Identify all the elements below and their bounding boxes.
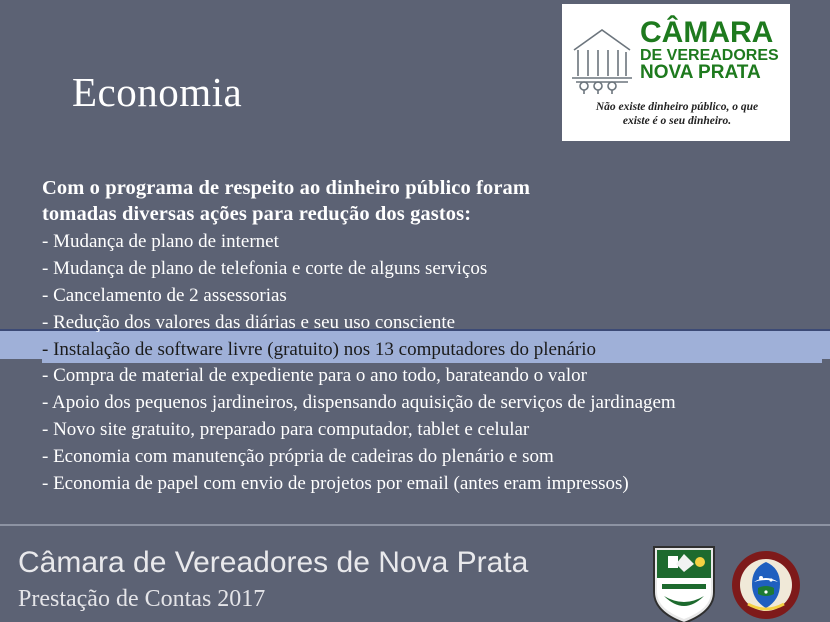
list-item: - Economia de papel com envio de projetos por email (antes eram impressos) [42, 472, 629, 494]
logo-slogan-line2: existe é o seu dinheiro. [622, 115, 732, 128]
lead-line-1: Com o programa de respeito ao dinheiro público foram [42, 177, 531, 199]
list-item: - Mudança de plano de internet [42, 231, 279, 253]
logo-slogan-line1: Não existe dinheiro público, o que [595, 101, 759, 113]
poder-legislativo-municipal-emblem-icon [730, 544, 802, 622]
lead-line-2: tomadas diversas ações para redução dos gastos: [42, 203, 472, 226]
list-item: - Cancelamento de 2 assessorias [42, 285, 287, 307]
logo-line-de-vereadores: DE VEREADORES [640, 47, 779, 65]
slide-title: Economia [72, 69, 243, 115]
list-item: - Compra de material de expediente para o ano todo, barateando o valor [42, 365, 587, 387]
logo-line-camara: CÂMARA [640, 16, 774, 49]
footer-title: Câmara de Vereadores de Nova Prata [18, 546, 529, 579]
list-item: - Economia com manutenção própria de cadeiras do plenário e som [42, 445, 554, 467]
camara-logo-box [562, 4, 790, 141]
slide-footer [0, 524, 830, 622]
list-item: - Novo site gratuito, preparado para computador, tablet e celular [42, 418, 530, 440]
slide-body [42, 175, 822, 497]
footer-subtitle: Prestação de Contas 2017 [18, 586, 266, 612]
list-item: - Apoio dos pequenos jardineiros, dispensando aquisição de serviços de jardinagem [42, 392, 676, 414]
list-item-highlighted: - Instalação de software livre (gratuito) nos 13 computadores do plenário [42, 337, 822, 364]
savings-list [42, 229, 822, 497]
logo-line-nova-prata: NOVA PRATA [640, 61, 761, 83]
list-item: - Redução dos valores das diárias e seu uso consciente [42, 311, 456, 333]
camara-building-icon [568, 20, 638, 94]
nova-prata-coat-of-arms-icon [648, 544, 720, 622]
lead-paragraph [42, 175, 822, 227]
list-item: - Mudança de plano de telefonia e corte de alguns serviços [42, 258, 488, 280]
logo-slogan [568, 100, 786, 129]
footer-divider [0, 524, 830, 526]
